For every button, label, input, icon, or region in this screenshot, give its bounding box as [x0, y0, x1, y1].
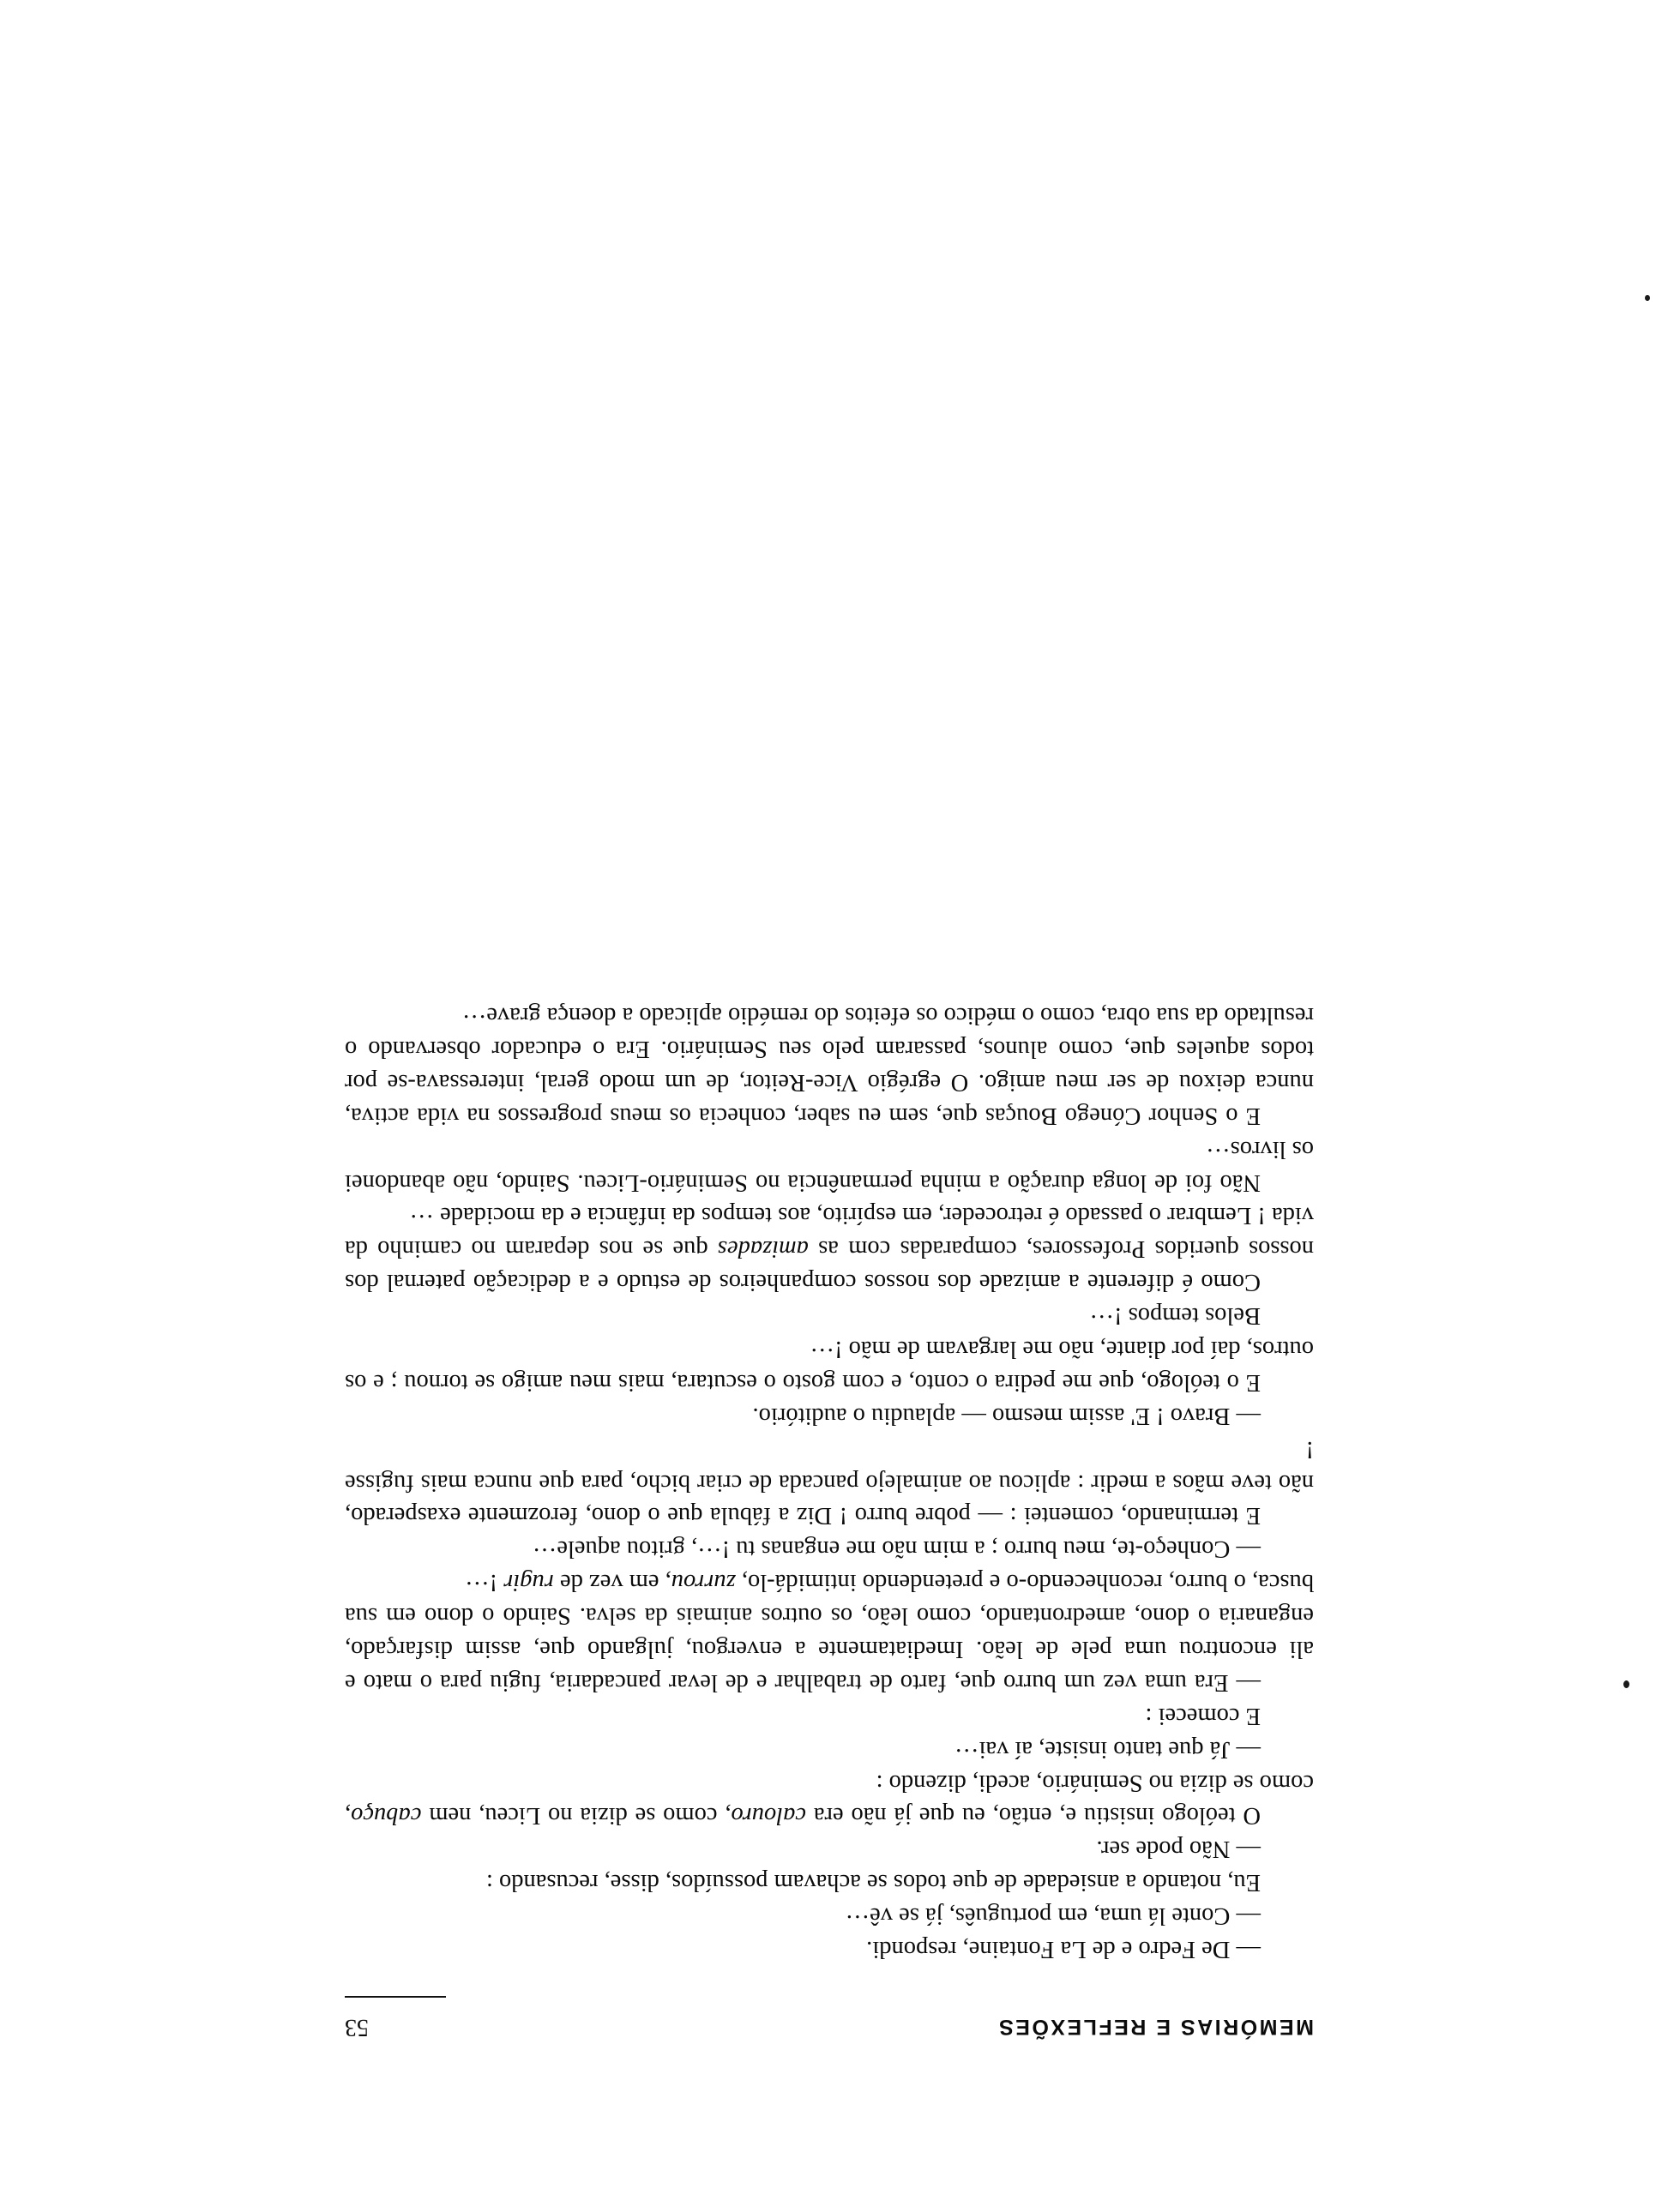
page-number: 53 — [345, 2014, 369, 2041]
header-rule — [345, 1996, 446, 1998]
paragraph: — Era uma vez um burro que, farto de trabalhar e de levar pancadaria, fugiu para o mato e ali encontrou uma pele de leão. Imediatamente a envergou, julgando que, assim disfarçado, enganaria o dono, amedrontando, como leão, os outros animais da selva. Saindo o dono em sua busca, o burro, reconhecendo-o e pretendendo intimidá-lo, zurrou, em vez de rugir !··· — [345, 1569, 1314, 1696]
paragraph: — Já que tanto insiste, aí vai··· — [954, 1735, 1261, 1763]
scan-speck — [1645, 295, 1650, 301]
header-rule-wrap — [345, 1996, 1314, 2008]
paragraph: Como é diferente a amizade dos nossos companheiros de estudo e a dedicação paternal dos nossos queridos Professores, comparadas com as amizades que se nos deparam no caminho da vida ! Lembrar o passado é retroceder, em espírito, aos tempos da infância e da mocidade ··· — [344, 1202, 1314, 1296]
page-header — [345, 2013, 1314, 2041]
paragraph: E o Senhor Cónego Bouças que, sem eu saber, conhecia os meus progressos na vida activa, nunca deixou de ser meu amigo. O egrégio Vice-Reitor, de um modo geral, interessava-se por todos aqueles que, como alunos, passaram pelo seu Seminário. Era o educador observando o resultado da sua obra, como o médico os efeitos do remédio aplicado a doença grave··· — [345, 1002, 1314, 1129]
paragraph: Eu, notando a ansiedade de que todos se achavam possuídos, disse, recusando : — [485, 1869, 1261, 1896]
body-text — [345, 998, 1314, 1965]
paragraph: — Conheço-te, meu burro ; a mim não me enganas tu !···, gritou aquele··· — [532, 1536, 1261, 1563]
paragraph: — Conte lá uma, em português, já se vê··· — [845, 1902, 1261, 1930]
page-content — [345, 998, 1314, 2041]
paragraph: — Não pode ser. — [1096, 1836, 1261, 1863]
paragraph: — De Fedro e de La Fontaine, respondi. — [866, 1936, 1261, 1963]
paragraph: E terminando, comentei : — pobre burro ! Diz a fábula que o dono, ferozmente exasperado, não teve mãos a medir : aplicou ao animalejo pancada de criar bicho, para que nunca mais fugisse ! — [345, 1435, 1314, 1530]
running-head: MEMÓRIAS E REFLEXÕES — [997, 2015, 1314, 2039]
paragraph: Não foi de longa duração a minha permanência no Seminário-Liceu. Saindo, não abandonei os livros··· — [345, 1135, 1314, 1196]
paragraph: E o teólogo, que me pedira o conto, e com gosto o escutara, mais meu amigo se tornou ; e os outros, daí por diante, não me largavam de mão !··· — [345, 1335, 1314, 1396]
scan-speck — [1623, 1680, 1629, 1688]
paragraph: E comecei : — [1145, 1702, 1261, 1729]
paragraph: Belos tempos !··· — [1089, 1302, 1261, 1330]
paragraph: — Bravo ! E' assim mesmo — aplaudiu o auditório. — [752, 1402, 1261, 1429]
paragraph: O teólogo insistiu e, então, eu que já não era calouro, como se dizia no Liceu, nem cabuço, como se dizia no Seminário, acedi, dizendo : — [345, 1769, 1314, 1830]
